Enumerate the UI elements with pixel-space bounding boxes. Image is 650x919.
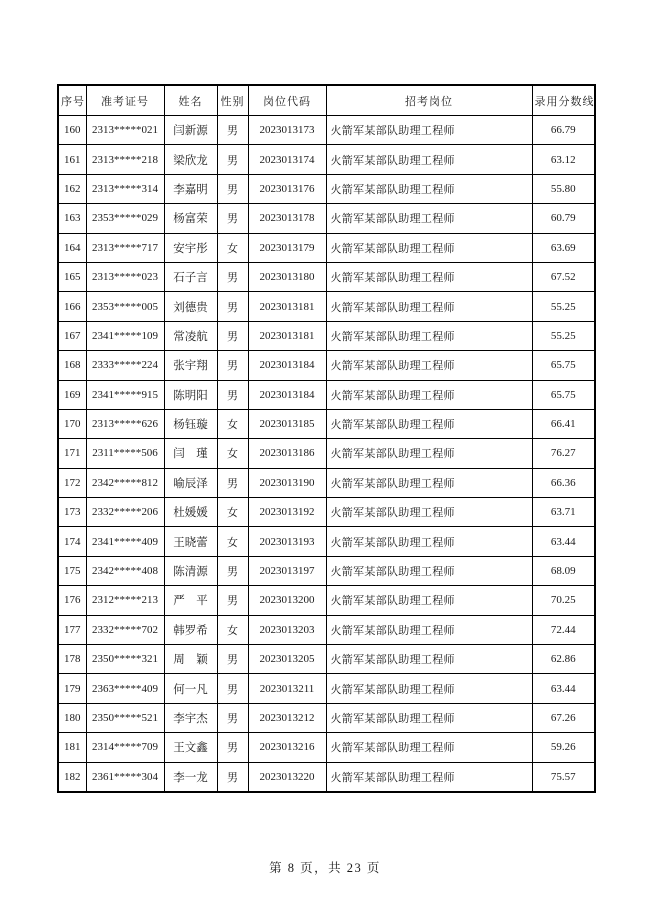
cell-position-code: 2023013176 xyxy=(248,174,326,203)
cell-position-title: 火箭军某部队助理工程师 xyxy=(326,204,532,233)
cell-index: 172 xyxy=(58,468,86,497)
table-body xyxy=(58,116,595,792)
cell-gender: 男 xyxy=(217,116,248,145)
cell-gender: 男 xyxy=(217,586,248,615)
cell-gender: 男 xyxy=(217,321,248,350)
cell-position-code: 2023013181 xyxy=(248,292,326,321)
results-table-container xyxy=(57,84,596,793)
cell-position-code: 2023013181 xyxy=(248,321,326,350)
table-row xyxy=(58,116,595,145)
cell-index: 173 xyxy=(58,498,86,527)
table-row xyxy=(58,321,595,350)
cell-score-line: 59.26 xyxy=(532,733,595,762)
cell-name: 王晓蕾 xyxy=(164,527,217,556)
cell-name: 周 颖 xyxy=(164,645,217,674)
cell-index: 161 xyxy=(58,145,86,174)
cell-index: 178 xyxy=(58,645,86,674)
cell-index: 174 xyxy=(58,527,86,556)
cell-position-code: 2023013192 xyxy=(248,498,326,527)
cell-position-code: 2023013184 xyxy=(248,380,326,409)
cell-position-title: 火箭军某部队助理工程师 xyxy=(326,174,532,203)
table-row xyxy=(58,527,595,556)
cell-ticket-number: 2313*****218 xyxy=(86,145,164,174)
column-header-gender: 性别 xyxy=(217,85,248,116)
cell-position-title: 火箭军某部队助理工程师 xyxy=(326,733,532,762)
column-header-index: 序号 xyxy=(58,85,86,116)
cell-position-title: 火箭军某部队助理工程师 xyxy=(326,380,532,409)
cell-score-line: 55.25 xyxy=(532,292,595,321)
cell-index: 177 xyxy=(58,615,86,644)
cell-position-title: 火箭军某部队助理工程师 xyxy=(326,468,532,497)
cell-name: 石子言 xyxy=(164,262,217,291)
cell-position-title: 火箭军某部队助理工程师 xyxy=(326,116,532,145)
column-header-position-code: 岗位代码 xyxy=(248,85,326,116)
table-row xyxy=(58,674,595,703)
table-row xyxy=(58,204,595,233)
cell-score-line: 63.71 xyxy=(532,498,595,527)
table-row xyxy=(58,351,595,380)
cell-score-line: 76.27 xyxy=(532,439,595,468)
cell-position-title: 火箭军某部队助理工程师 xyxy=(326,762,532,792)
cell-name: 杨富荣 xyxy=(164,204,217,233)
table-row xyxy=(58,733,595,762)
cell-index: 163 xyxy=(58,204,86,233)
page-footer: 第 8 页，共 23 页 xyxy=(269,861,381,875)
column-header-position-title: 招考岗位 xyxy=(326,85,532,116)
cell-index: 166 xyxy=(58,292,86,321)
cell-index: 181 xyxy=(58,733,86,762)
cell-name: 何一凡 xyxy=(164,674,217,703)
cell-ticket-number: 2332*****206 xyxy=(86,498,164,527)
cell-position-code: 2023013180 xyxy=(248,262,326,291)
cell-position-title: 火箭军某部队助理工程师 xyxy=(326,674,532,703)
cell-name: 严 平 xyxy=(164,586,217,615)
cell-name: 李宇杰 xyxy=(164,703,217,732)
cell-score-line: 67.52 xyxy=(532,262,595,291)
cell-ticket-number: 2342*****812 xyxy=(86,468,164,497)
table-row xyxy=(58,703,595,732)
cell-gender: 男 xyxy=(217,468,248,497)
cell-ticket-number: 2361*****304 xyxy=(86,762,164,792)
cell-gender: 男 xyxy=(217,292,248,321)
cell-position-code: 2023013173 xyxy=(248,116,326,145)
cell-ticket-number: 2342*****408 xyxy=(86,556,164,585)
cell-position-code: 2023013190 xyxy=(248,468,326,497)
cell-ticket-number: 2333*****224 xyxy=(86,351,164,380)
cell-position-title: 火箭军某部队助理工程师 xyxy=(326,527,532,556)
cell-index: 171 xyxy=(58,439,86,468)
cell-position-code: 2023013197 xyxy=(248,556,326,585)
cell-position-title: 火箭军某部队助理工程师 xyxy=(326,145,532,174)
cell-gender: 女 xyxy=(217,233,248,262)
column-header-score-line: 录用分数线 xyxy=(532,85,595,116)
cell-name: 陈明阳 xyxy=(164,380,217,409)
column-header-ticket-number: 准考证号 xyxy=(86,85,164,116)
table-row xyxy=(58,556,595,585)
cell-ticket-number: 2313*****626 xyxy=(86,409,164,438)
cell-score-line: 55.25 xyxy=(532,321,595,350)
cell-position-code: 2023013205 xyxy=(248,645,326,674)
table-row xyxy=(58,498,595,527)
cell-score-line: 65.75 xyxy=(532,380,595,409)
cell-name: 杨钰璇 xyxy=(164,409,217,438)
cell-index: 170 xyxy=(58,409,86,438)
cell-score-line: 68.09 xyxy=(532,556,595,585)
cell-name: 闫新源 xyxy=(164,116,217,145)
table-row xyxy=(58,586,595,615)
cell-name: 陈清源 xyxy=(164,556,217,585)
cell-index: 164 xyxy=(58,233,86,262)
cell-gender: 男 xyxy=(217,556,248,585)
cell-position-code: 2023013178 xyxy=(248,204,326,233)
cell-name: 闫 瑾 xyxy=(164,439,217,468)
cell-index: 169 xyxy=(58,380,86,409)
cell-index: 168 xyxy=(58,351,86,380)
cell-position-title: 火箭军某部队助理工程师 xyxy=(326,351,532,380)
cell-name: 王文鑫 xyxy=(164,733,217,762)
cell-position-title: 火箭军某部队助理工程师 xyxy=(326,321,532,350)
cell-ticket-number: 2363*****409 xyxy=(86,674,164,703)
table-row xyxy=(58,233,595,262)
cell-gender: 女 xyxy=(217,615,248,644)
cell-score-line: 55.80 xyxy=(532,174,595,203)
cell-position-code: 2023013179 xyxy=(248,233,326,262)
cell-name: 常凌航 xyxy=(164,321,217,350)
cell-gender: 男 xyxy=(217,351,248,380)
table-row xyxy=(58,145,595,174)
cell-index: 165 xyxy=(58,262,86,291)
cell-position-title: 火箭军某部队助理工程师 xyxy=(326,703,532,732)
table-row xyxy=(58,468,595,497)
cell-position-code: 2023013211 xyxy=(248,674,326,703)
cell-score-line: 66.36 xyxy=(532,468,595,497)
table-row xyxy=(58,645,595,674)
cell-score-line: 66.79 xyxy=(532,116,595,145)
cell-gender: 男 xyxy=(217,174,248,203)
header-row xyxy=(58,85,595,116)
cell-ticket-number: 2350*****321 xyxy=(86,645,164,674)
cell-ticket-number: 2341*****409 xyxy=(86,527,164,556)
cell-score-line: 63.44 xyxy=(532,527,595,556)
results-table xyxy=(57,84,596,793)
cell-position-title: 火箭军某部队助理工程师 xyxy=(326,233,532,262)
cell-index: 182 xyxy=(58,762,86,792)
cell-name: 杜媛媛 xyxy=(164,498,217,527)
cell-score-line: 66.41 xyxy=(532,409,595,438)
cell-index: 162 xyxy=(58,174,86,203)
column-header-name: 姓名 xyxy=(164,85,217,116)
cell-gender: 男 xyxy=(217,645,248,674)
cell-score-line: 63.69 xyxy=(532,233,595,262)
cell-ticket-number: 2332*****702 xyxy=(86,615,164,644)
table-row xyxy=(58,380,595,409)
cell-name: 喻辰泽 xyxy=(164,468,217,497)
table-row xyxy=(58,262,595,291)
cell-position-code: 2023013212 xyxy=(248,703,326,732)
table-row xyxy=(58,292,595,321)
cell-index: 167 xyxy=(58,321,86,350)
cell-score-line: 67.26 xyxy=(532,703,595,732)
cell-position-code: 2023013184 xyxy=(248,351,326,380)
cell-gender: 男 xyxy=(217,674,248,703)
cell-position-code: 2023013216 xyxy=(248,733,326,762)
cell-position-code: 2023013185 xyxy=(248,409,326,438)
cell-gender: 女 xyxy=(217,409,248,438)
cell-ticket-number: 2314*****709 xyxy=(86,733,164,762)
cell-name: 刘德贵 xyxy=(164,292,217,321)
cell-position-title: 火箭军某部队助理工程师 xyxy=(326,262,532,291)
cell-gender: 男 xyxy=(217,380,248,409)
cell-index: 176 xyxy=(58,586,86,615)
cell-score-line: 63.12 xyxy=(532,145,595,174)
cell-name: 梁欣龙 xyxy=(164,145,217,174)
cell-ticket-number: 2313*****314 xyxy=(86,174,164,203)
cell-gender: 男 xyxy=(217,703,248,732)
cell-gender: 男 xyxy=(217,262,248,291)
cell-name: 李一龙 xyxy=(164,762,217,792)
cell-gender: 男 xyxy=(217,204,248,233)
cell-position-title: 火箭军某部队助理工程师 xyxy=(326,556,532,585)
cell-ticket-number: 2341*****109 xyxy=(86,321,164,350)
cell-position-code: 2023013220 xyxy=(248,762,326,792)
cell-position-code: 2023013174 xyxy=(248,145,326,174)
cell-score-line: 70.25 xyxy=(532,586,595,615)
cell-ticket-number: 2312*****213 xyxy=(86,586,164,615)
cell-position-title: 火箭军某部队助理工程师 xyxy=(326,498,532,527)
cell-score-line: 60.79 xyxy=(532,204,595,233)
table-row xyxy=(58,615,595,644)
table-row xyxy=(58,409,595,438)
table-header xyxy=(58,85,595,116)
cell-ticket-number: 2341*****915 xyxy=(86,380,164,409)
cell-position-code: 2023013186 xyxy=(248,439,326,468)
cell-ticket-number: 2313*****717 xyxy=(86,233,164,262)
cell-position-code: 2023013193 xyxy=(248,527,326,556)
cell-gender: 男 xyxy=(217,145,248,174)
cell-index: 179 xyxy=(58,674,86,703)
cell-ticket-number: 2350*****521 xyxy=(86,703,164,732)
cell-gender: 女 xyxy=(217,498,248,527)
cell-ticket-number: 2353*****029 xyxy=(86,204,164,233)
cell-gender: 女 xyxy=(217,527,248,556)
table-row xyxy=(58,439,595,468)
cell-name: 李嘉明 xyxy=(164,174,217,203)
cell-position-code: 2023013200 xyxy=(248,586,326,615)
cell-score-line: 75.57 xyxy=(532,762,595,792)
cell-position-title: 火箭军某部队助理工程师 xyxy=(326,645,532,674)
cell-position-title: 火箭军某部队助理工程师 xyxy=(326,439,532,468)
cell-position-title: 火箭军某部队助理工程师 xyxy=(326,409,532,438)
cell-ticket-number: 2353*****005 xyxy=(86,292,164,321)
table-row xyxy=(58,762,595,792)
cell-score-line: 63.44 xyxy=(532,674,595,703)
cell-gender: 女 xyxy=(217,439,248,468)
cell-ticket-number: 2313*****021 xyxy=(86,116,164,145)
cell-position-title: 火箭军某部队助理工程师 xyxy=(326,586,532,615)
cell-score-line: 65.75 xyxy=(532,351,595,380)
cell-ticket-number: 2313*****023 xyxy=(86,262,164,291)
cell-score-line: 62.86 xyxy=(532,645,595,674)
cell-index: 180 xyxy=(58,703,86,732)
cell-name: 张宇翔 xyxy=(164,351,217,380)
cell-position-title: 火箭军某部队助理工程师 xyxy=(326,292,532,321)
cell-gender: 男 xyxy=(217,733,248,762)
cell-name: 韩罗希 xyxy=(164,615,217,644)
cell-score-line: 72.44 xyxy=(532,615,595,644)
cell-index: 160 xyxy=(58,116,86,145)
cell-name: 安宇彤 xyxy=(164,233,217,262)
cell-gender: 男 xyxy=(217,762,248,792)
cell-index: 175 xyxy=(58,556,86,585)
cell-position-code: 2023013203 xyxy=(248,615,326,644)
cell-position-title: 火箭军某部队助理工程师 xyxy=(326,615,532,644)
cell-ticket-number: 2311*****506 xyxy=(86,439,164,468)
table-row xyxy=(58,174,595,203)
